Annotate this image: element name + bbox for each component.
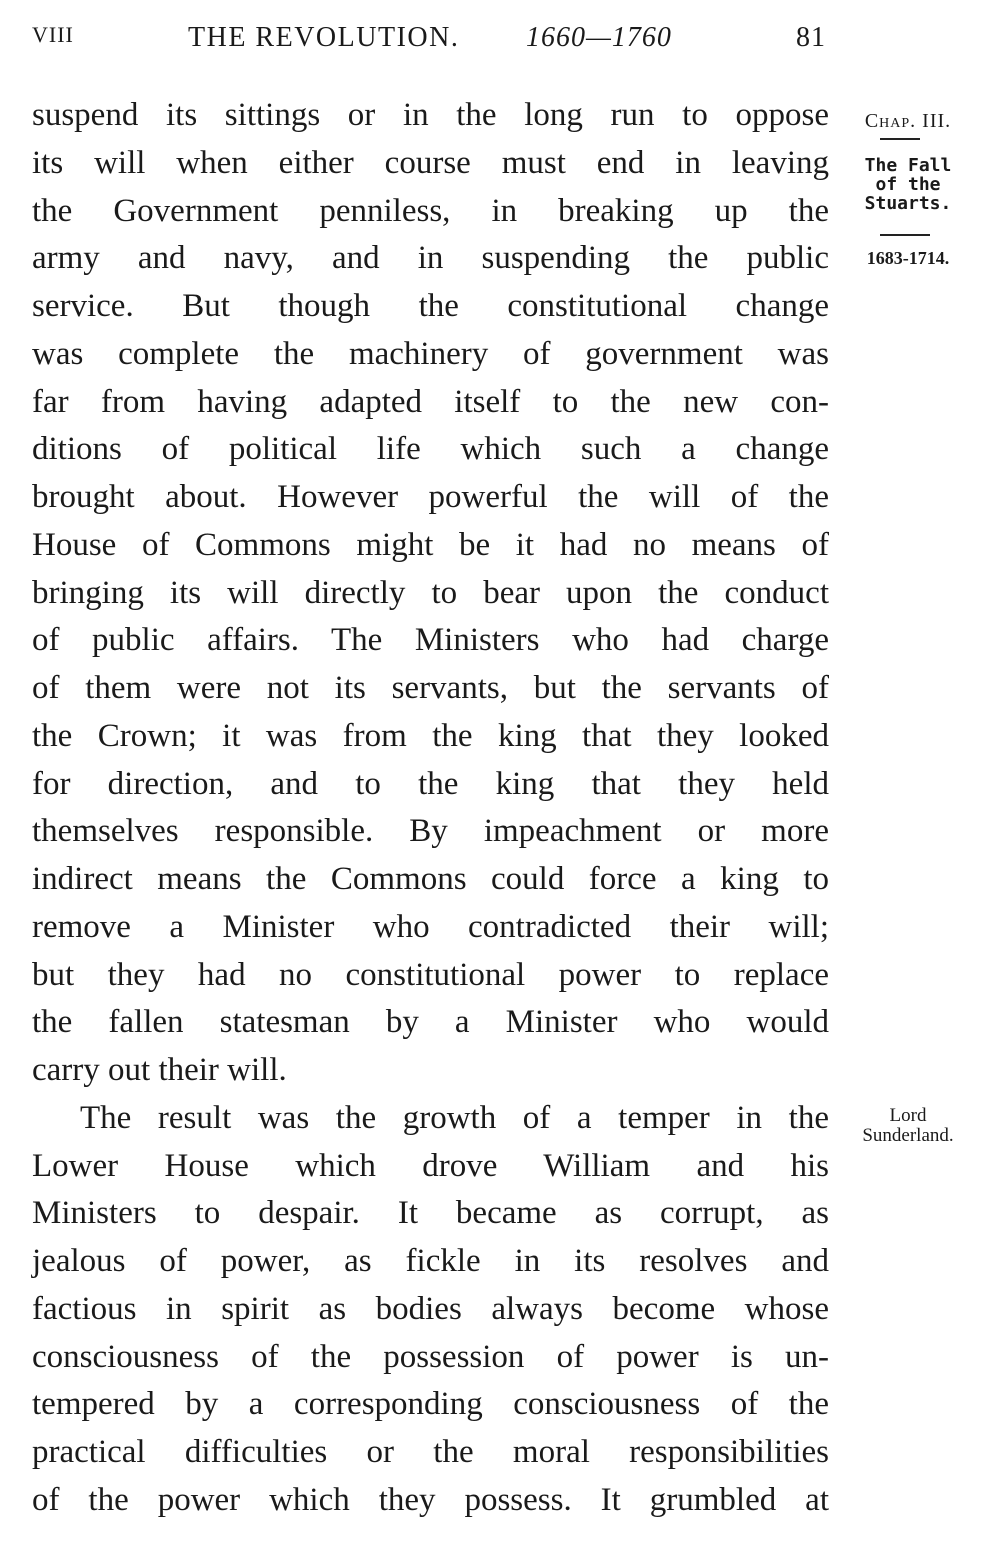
text-line: suspend its sittings or in the long run to oppose [32, 97, 829, 133]
sidenote-lord-line: Sunderland. [862, 1125, 954, 1146]
running-title: THE REVOLUTION. [188, 22, 460, 53]
main-text [32, 92, 829, 1525]
text-line: themselves responsible. By impeachment or more [32, 813, 829, 850]
text-line: of public affairs. The Ministers who had charge [32, 622, 829, 659]
text-line: factious in spirit as bodies always become whose [32, 1290, 829, 1327]
sidenote-fall-of-stuarts [848, 156, 968, 213]
text-line: remove a Minister who contradicted their will; [32, 908, 829, 945]
text-line: of the power which they possess. It grumbled at [32, 1481, 829, 1518]
sidenote-fall-line: Stuarts. [864, 193, 952, 214]
text-line: Lower House which drove William and his [32, 1147, 829, 1184]
text-line: indirect means the Commons could force a king to [32, 861, 829, 897]
text-line: the fallen statesman by a Minister who would [32, 1004, 829, 1041]
text-line: bringing its will directly to bear upon the conduct [32, 574, 829, 611]
text-line: for direction, and to the king that they held [32, 765, 829, 802]
page-number: 81 [796, 22, 826, 53]
text-line: jealous of power, as fickle in its resolves and [32, 1243, 829, 1279]
sidenote-fall-line: of the [875, 174, 941, 195]
text-line: of them were not its servants, but the servants of [32, 670, 829, 706]
text-line: but they had no constitutional power to replace [32, 956, 829, 993]
sidenote-lord-line: Lord [889, 1105, 927, 1126]
sidenote-fall-line: The Fall [864, 155, 952, 176]
text-line: Ministers to despair. It became as corrupt, as [32, 1195, 829, 1232]
text-line: far from having adapted itself to the new con- [32, 383, 829, 420]
text-line: carry out their will. [32, 1052, 287, 1088]
text-line: tempered by a corresponding consciousness of the [32, 1386, 829, 1423]
running-dates: 1660—1760 [526, 22, 672, 53]
section-number: VIII [32, 22, 74, 47]
text-line: the Crown; it was from the king that they looked [32, 717, 829, 754]
sidenote-divider [880, 234, 930, 236]
sidenote-chapter: Chap. III. [864, 110, 952, 132]
text-line: its will when either course must end in leaving [32, 144, 829, 181]
text-line: army and navy, and in suspending the public [32, 240, 829, 277]
text-line: practical difficulties or the moral responsibilities [32, 1434, 829, 1470]
text-line: the Government penniless, in breaking up the [32, 192, 829, 229]
text-line: service. But though the constitutional change [32, 288, 829, 324]
text-line: ditions of political life which such a change [32, 431, 829, 468]
sidenote-years: 1683-1714. [866, 248, 950, 268]
sidenote-lord-sunderland [848, 1106, 968, 1146]
text-line: was complete the machinery of government was [32, 335, 829, 372]
sidenote-divider [880, 138, 920, 140]
running-header [32, 22, 832, 62]
paragraph-start-line: The result was the growth of a temper in the [80, 1099, 829, 1136]
text-line: brought about. However powerful the will of the [32, 479, 829, 515]
text-line: consciousness of the possession of power is un- [32, 1338, 829, 1375]
text-line: House of Commons might be it had no means of [32, 526, 829, 563]
